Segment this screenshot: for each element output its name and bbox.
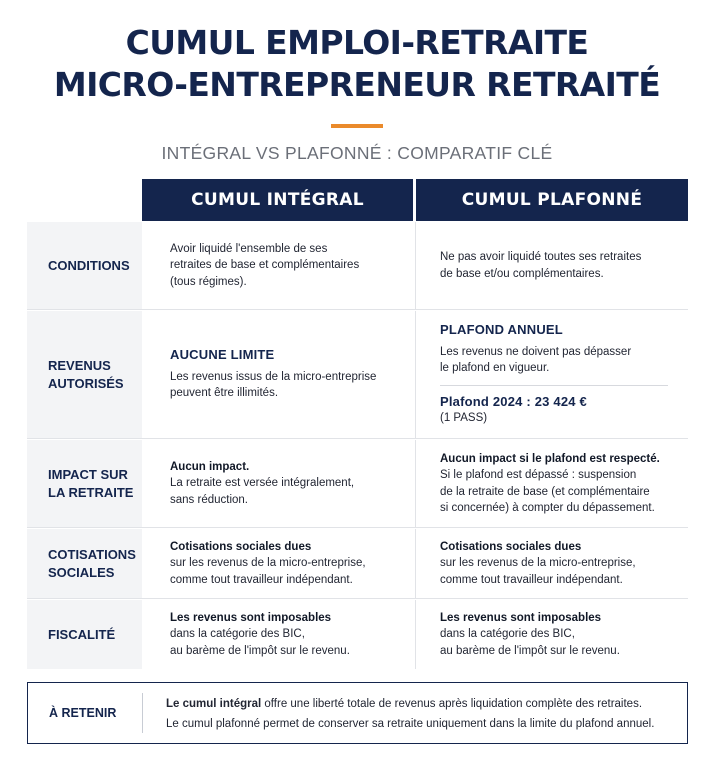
cell-heading: Aucun impact. — [170, 460, 250, 473]
cell-line: (tous régimes). — [170, 275, 247, 288]
key-takeaway-line-1 — [166, 694, 654, 714]
accent-bar — [331, 124, 383, 128]
column-divider — [415, 311, 416, 438]
cell-line: Les revenus issus de la micro-entreprise — [170, 370, 377, 383]
column-divider — [415, 440, 416, 527]
cell-integral — [170, 311, 408, 438]
cell-heading: Cotisations sociales dues — [440, 540, 582, 553]
cell-line: retraites de base et complémentaires — [170, 259, 360, 272]
cell-line: Si le plafond est dépassé : suspension — [440, 469, 637, 481]
key-takeaway-line-1-rest: offre une liberté totale de revenus après liquidation complète des retraites. — [261, 698, 643, 710]
title-line-1: CUMUL EMPLOI-RETRAITE — [125, 23, 589, 62]
key-takeaway-label: À RETENIR — [49, 706, 117, 720]
key-takeaway-emphasis: Le cumul intégral — [166, 698, 262, 710]
cell-line: dans la catégorie des BIC, — [440, 628, 575, 641]
cell-line: de base et/ou complémentaires. — [440, 267, 604, 280]
cell-heading: Aucun impact si le plafond est respecté. — [440, 452, 660, 465]
cell-heading: Les revenus sont imposables — [170, 611, 332, 624]
cell-plafonne — [440, 440, 680, 527]
cell-line: Avoir liquidé l'ensemble de ses — [170, 242, 328, 255]
row-label-text: AUTORISÉS — [48, 375, 124, 391]
cell-plafonne — [440, 311, 680, 438]
row-label — [27, 529, 142, 598]
key-takeaway-line-2: Le cumul plafonné permet de conserver sa retraite uniquement dans la limite du plafond annuel. — [166, 718, 655, 730]
cell-line: comme tout travailleur indépendant. — [440, 573, 623, 586]
column-header-plafonne: CUMUL PLAFONNÉ — [416, 179, 688, 221]
cell-line: sur les revenus de la micro-entreprise, — [170, 557, 366, 570]
cell-line: si concernée) à compter du dépassement. — [440, 502, 655, 514]
cell-heading: Les revenus sont imposables — [440, 611, 602, 624]
row-conditions — [27, 222, 688, 310]
cell-plafonne — [440, 222, 680, 309]
cell-plafonne — [440, 529, 680, 598]
row-impact — [27, 440, 688, 528]
title-line-2: MICRO-ENTREPRENEUR RETRAITÉ — [53, 65, 661, 104]
row-label-text: LA RETRAITE — [48, 484, 134, 500]
cell-integral — [170, 600, 408, 669]
row-label — [27, 222, 142, 309]
cell-line: peuvent être illimités. — [170, 387, 279, 400]
cell-line: Ne pas avoir liquidé toutes ses retraites — [440, 251, 642, 263]
cell-line: le plafond en vigueur. — [440, 362, 550, 375]
row-label — [27, 600, 142, 669]
cell-line: au barème de l'impôt sur le revenu. — [170, 644, 350, 657]
cell-heading: AUCUNE LIMITE — [170, 347, 275, 363]
row-label — [27, 311, 142, 438]
row-label — [27, 440, 142, 527]
row-label-text: FISCALITÉ — [48, 626, 116, 642]
row-fiscalite — [27, 600, 688, 669]
cell-line: au barème de l'impôt sur le revenu. — [440, 644, 620, 657]
row-label-text: CONDITIONS — [48, 257, 130, 273]
cell-line: comme tout travailleur indépendant. — [170, 573, 353, 586]
key-takeaway-divider — [142, 693, 143, 733]
plafond-amount: Plafond 2024 : 23 424 € — [440, 393, 587, 409]
cell-integral — [170, 529, 408, 598]
cell-line: de la retraite de base (et complémentaire — [440, 485, 650, 498]
cell-plafonne — [440, 600, 680, 669]
key-takeaway-text — [166, 694, 654, 734]
cell-line: (1 PASS) — [440, 412, 488, 425]
cell-integral — [170, 440, 408, 527]
subtitle: INTÉGRAL VS PLAFONNÉ : COMPARATIF CLÉ — [161, 143, 553, 163]
cell-line: dans la catégorie des BIC, — [170, 628, 305, 641]
cell-heading: Cotisations sociales dues — [170, 540, 312, 553]
inner-separator — [440, 385, 668, 386]
row-revenus — [27, 311, 688, 439]
column-divider — [415, 529, 416, 598]
cell-line: La retraite est versée intégralement, — [170, 477, 355, 490]
cell-integral — [170, 222, 408, 309]
row-label-text: IMPACT SUR — [48, 466, 128, 482]
cell-line: sans réduction. — [170, 493, 248, 506]
key-takeaway-box — [27, 682, 688, 744]
row-cotisations — [27, 529, 688, 599]
column-divider — [415, 600, 416, 669]
column-header-integral: CUMUL INTÉGRAL — [142, 179, 413, 221]
column-divider — [415, 222, 416, 309]
row-label-text: COTISATIONS — [48, 546, 136, 562]
cell-heading: PLAFOND ANNUEL — [440, 322, 563, 338]
page-title — [0, 22, 714, 106]
row-label-text: SOCIALES — [48, 564, 115, 580]
cell-line: sur les revenus de la micro-entreprise, — [440, 557, 636, 570]
cell-line: Les revenus ne doivent pas dépasser — [440, 345, 632, 358]
row-label-text: REVENUS — [48, 357, 111, 373]
